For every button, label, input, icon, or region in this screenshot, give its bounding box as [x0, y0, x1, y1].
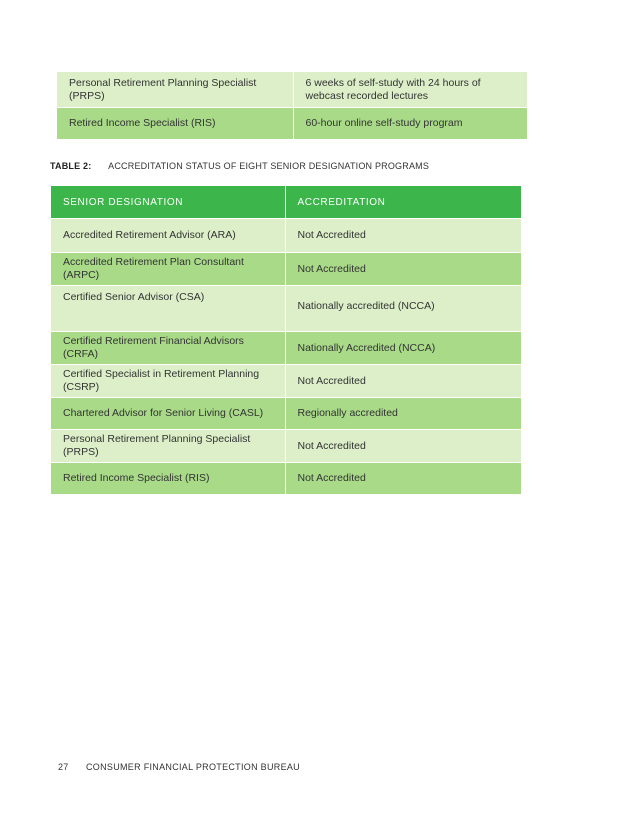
column-header-accreditation: ACCREDITATION: [285, 186, 521, 219]
table-row: [51, 219, 521, 253]
accreditation-cell: Not Accredited: [285, 253, 521, 286]
table-row: [57, 72, 527, 108]
caption-title: ACCREDITATION STATUS OF EIGHT SENIOR DESIGNATION PROGRAMS: [108, 161, 430, 171]
designation-cell: Personal Retirement Planning Specialist (PRPS): [57, 72, 293, 108]
detail-cell: 6 weeks of self-study with 24 hours of webcast recorded lectures: [293, 72, 527, 108]
table-header-row: [51, 186, 521, 219]
table-row: [51, 253, 521, 286]
table-row: [51, 398, 521, 430]
designation-cell: Accredited Retirement Advisor (ARA): [51, 219, 285, 253]
designation-cell: Retired Income Specialist (RIS): [57, 108, 293, 140]
accreditation-cell: Nationally accredited (NCCA): [285, 286, 521, 332]
detail-cell: 60-hour online self-study program: [293, 108, 527, 140]
accreditation-cell: Nationally Accredited (NCCA): [285, 332, 521, 365]
accreditation-cell: Not Accredited: [285, 219, 521, 253]
table-row: [51, 365, 521, 398]
page-footer: [58, 762, 300, 772]
table-row: [57, 108, 527, 140]
accreditation-cell: Not Accredited: [285, 365, 521, 398]
table-row: [51, 430, 521, 463]
designation-detail-table-continued: [57, 72, 527, 139]
accreditation-cell: Not Accredited: [285, 430, 521, 463]
publisher-name: CONSUMER FINANCIAL PROTECTION BUREAU: [86, 762, 300, 772]
designation-cell: Retired Income Specialist (RIS): [51, 463, 285, 495]
table-row: [51, 463, 521, 495]
designation-cell: Accredited Retirement Plan Consultant (ARPC): [51, 253, 285, 286]
page-number: 27: [58, 762, 69, 772]
designation-cell: Certified Retirement Financial Advisors (CRFA): [51, 332, 285, 365]
table-row: [51, 332, 521, 365]
designation-cell: Certified Senior Advisor (CSA): [51, 286, 285, 332]
designation-cell: Chartered Advisor for Senior Living (CASL): [51, 398, 285, 430]
designation-cell: Certified Specialist in Retirement Planning (CSRP): [51, 365, 285, 398]
table-caption: [50, 161, 429, 171]
accreditation-status-table: [51, 186, 521, 494]
accreditation-cell: Not Accredited: [285, 463, 521, 495]
table-row: [51, 286, 521, 332]
accreditation-cell: Regionally accredited: [285, 398, 521, 430]
column-header-designation: SENIOR DESIGNATION: [51, 186, 285, 219]
designation-cell: Personal Retirement Planning Specialist (PRPS): [51, 430, 285, 463]
caption-label: TABLE 2:: [50, 161, 92, 171]
